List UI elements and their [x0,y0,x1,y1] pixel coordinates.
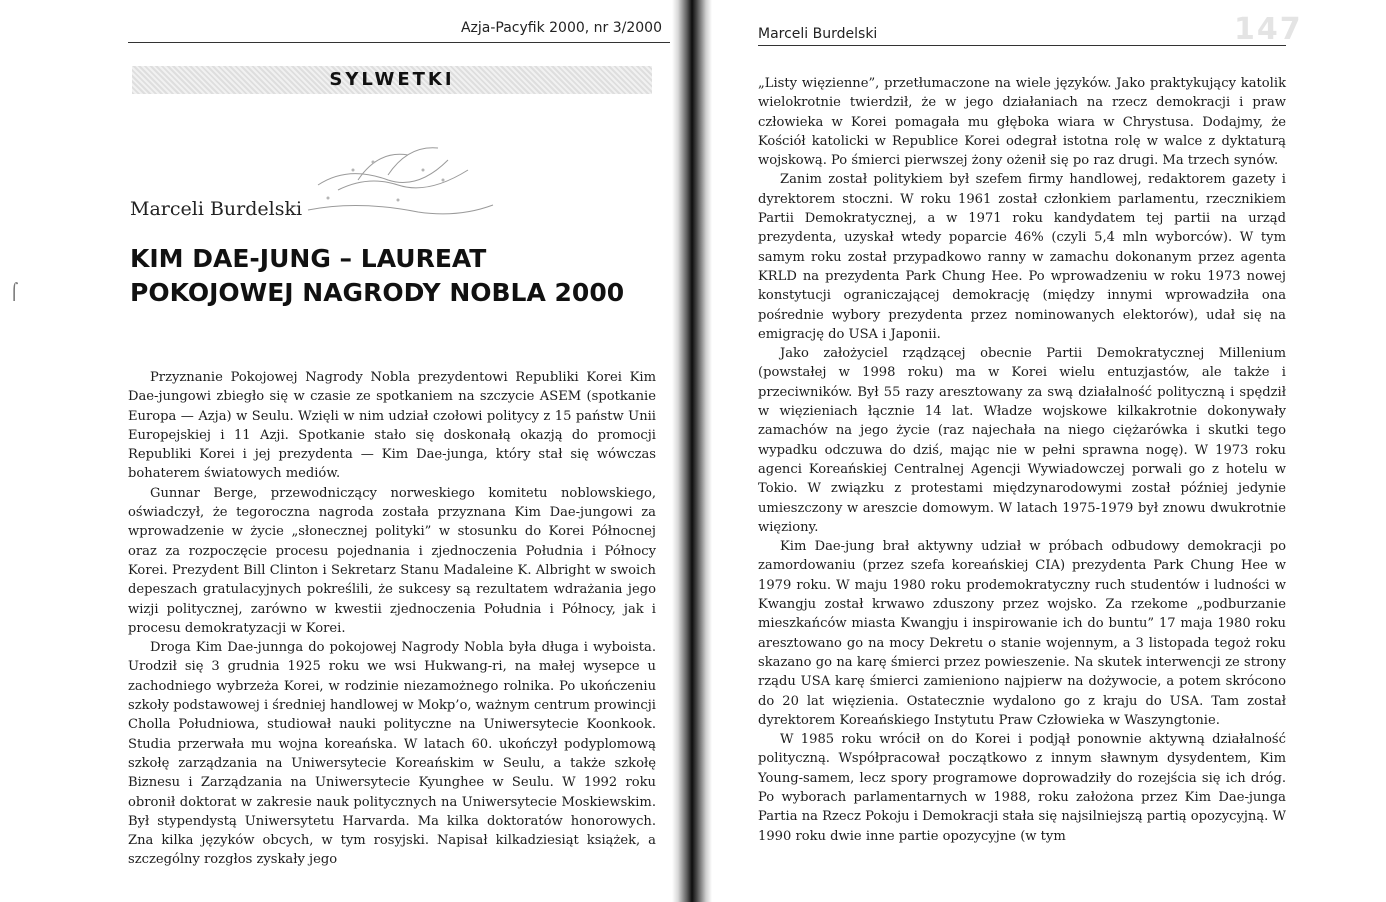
paragraph: „Listy więzienne”, przetłumaczone na wiele języków. Jako praktykujący katolik wielokrotnie twierdził, że w jego działaniach na rzecz demokracji i praw człowieka w Korei pomagała mu głęboka wiara w Chrystusa. Dodajmy, że Kościół katolicki w Republice Korei odegrał istotna rolę w walce z dyktaturą wojskową. Po śmierci pierwszej żony ożenił się po raz drugi. Ma trzech synów. [758,76,1286,169]
right-page [706,0,1386,902]
page-number: 147 [1234,12,1303,47]
title-line: POKOJOWEJ NAGRODY NOBLA 2000 [130,278,625,307]
margin-mark: ⌠ [10,282,19,301]
paragraph: Jako założyciel rządzącej obecnie Partii Demokratycznej Millenium (powstałej w 1998 roku) ma w Korei wielu entuzjastów, ale także i przeciwników. Był 55 razy aresztowany za swą działalność polityczną i spędził w więzieniach łącznie 14 lat. Władze wojskowe kilkakrotnie dokonywały zamachów na jego życie (raz najechała na niego ciężarówka i skutki tego wypadku odczuwa do dziś, mając nie w pełni sprawna nogę). W 1973 roku agenci Koreańskiej Centralnej Agencji Wywiadowczej porwali go z hotelu w Tokio. W związku z protestami międzynarodowymi został później jedynie umieszczony w areszcie domowym. W latach 1975-1979 był znowu dwukrotnie więziony. [758,346,1286,535]
bird-ornament-icon [298,140,498,220]
journal-running-head: Azja-Pacyfik 2000, nr 3/2000 [460,20,662,36]
section-band [132,66,652,94]
article-body-right [758,74,1286,846]
section-label: SYLWETKI [329,69,455,90]
article-title [130,242,624,310]
article-body-left [128,368,656,870]
paragraph: Przyznanie Pokojowej Nagrody Nobla prezydentowi Republiki Korei Kim Dae-jungowi zbiegło się w czasie ze spotkaniem na szczycie ASEM (spotkanie Europa — Azja) w Seulu. Wzięli w nim udział czołowi politycy z 15 państw Unii Europejskiej i 11 Azji. Spotkanie stało się doskonałą okazją do promocji Republiki Korei i jej prezydenta — Kim Dae-junga, który stał się wówczas bohaterem światowych mediów. [128,370,656,482]
title-line: KIM DAE-JUNG – LAUREAT [130,244,487,273]
paragraph: Droga Kim Dae-junnga do pokojowej Nagrody Nobla była długa i wyboista. Urodził się 3 grudnia 1925 roku we wsi Hukwang-ri, na małej wysepce u zachodniego wybrzeża Korei, w rodzinie niezamożnego rolnika. Po ukończeniu szkoły podstawowej i średniej handlowej w Mokp’o, ważnym centrum prowincji Cholla Południowa, studiował nauki polityczne na Uniwersytecie Koonkook. Studia przerwała mu wojna koreańska. W latach 60. ukończył podyplomową szkołę zarządzania na Uniwersytecie Koreańskim w Seulu, a także szkołę Biznesu i Zarządzania na Uniwersytecie Kyunghee w Seulu. W 1992 roku obronił doktorat w zakresie nauk politycznych na Uniwersytecie Moskiewskim. Był stypendystą Uniwersytetu Harvarda. Ma kilka doktoratów honorowych. Zna kilka języków obcych, w tym rosyjski. Napisał kilkadziesiąt książek, a szczególny rozgłos zyskały jego [128,640,656,868]
paragraph: Gunnar Berge, przewodniczący norweskiego komitetu noblowskiego, oświadczył, że tegoroczna nagroda została przyznana Kim Dae-jungowi za wprowadzenie w życie „słonecznej polityki” w stosunku do Korei Północnej oraz za rozpoczęcie procesu pojednania i zjednoczenia Południa i Północy Korei. Prezydent Bill Clinton i Sekretarz Stanu Madaleine K. Albright w swoich depeszach gratulacyjnych pokreślili, że sukcesy są rezultatem wdrażania jego wizji politycznej, zarówno w kwestii zjednoczenia Południa i Północy, jak i procesu demokratyzacji w Korei. [128,485,656,636]
paragraph: Kim Dae-jung brał aktywny udział w próbach odbudowy demokracji po zamordowaniu (przez szefa koreańskiej CIA) prezydenta Park Chung Hee w 1979 roku. W maju 1980 roku prodemokratyczny ruch studentów i ludności w Kwangju został krwawo zduszony przez wojsko. Za rzekome „podburzanie mieszkańców miasta Kwangju i inspirowanie ich do buntu” 17 maja 1980 roku aresztowano go na mocy Dekretu o stanie wojennym, a 3 listopada tegoż roku skazano go na karę śmierci przez powieszenie. Na skutek interwencji ze strony rządu USA karę śmierci zamieniono najpierw na dożywocie, a potem skrócono do 20 lat więzienia. Ostatecznie wydalono go z kraju do USA. Tam został dyrektorem Koreańskiego Instytutu Praw Człowieka w Waszyngtonie. [758,539,1286,728]
author-name: Marceli Burdelski [130,198,303,220]
paragraph: W 1985 roku wrócił on do Korei i podjął ponownie aktywną działalność polityczną. Współpracował początkowo z innym sławnym dysydentem, Kim Young-samem, lecz spory programowe doprowadziły do rozejścia się ich dróg. Po wyborach parlamentarnych w 1988, roku założona przez Kim Dae-junga Partia na Rzecz Pokoju i Demokracji stała się najsilniejszą partią opozycyjną. W 1990 roku dwie inne partie opozycyjne (w tym [758,732,1286,844]
header-rule [128,42,670,43]
left-page [0,0,680,902]
author-running-head: Marceli Burdelski [758,26,878,42]
header-rule [758,45,1286,46]
paragraph: Zanim został politykiem był szefem firmy handlowej, redaktorem gazety i dyrektorem stoczni. W roku 1961 został członkiem parlamentu, rzecznikiem Partii Demokratycznej, a w 1971 roku kandydatem tej partii na urząd prezydenta, uzyskał wtedy poparcie 46% (czyli 5,4 mln wyborców). W tym samym roku został przypadkowo ranny w zamachu dokonanym przez agenta KRLD na prezydenta Park Chung Hee. Po wprowadzeniu w roku 1973 nowej konstytucji ograniczającej demokrację (między innymi wprowadziła ona pośrednie wybory prezydenta przez nominowanych elektorów), udał się na emigrację do USA i Japonii. [758,172,1286,342]
